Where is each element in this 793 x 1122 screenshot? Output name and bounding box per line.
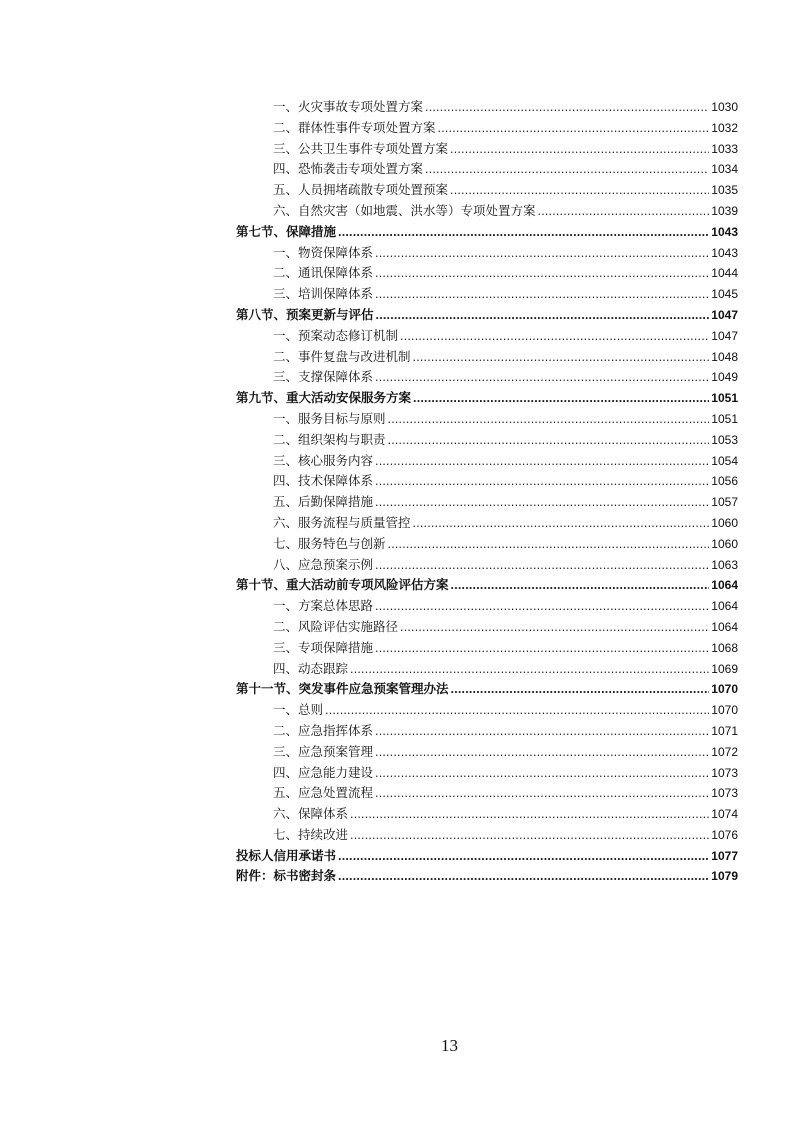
toc-dot-leader (451, 679, 710, 700)
toc-subsection-entry[interactable] (236, 97, 738, 118)
toc-entry-title: 六、保障体系 (273, 806, 349, 822)
toc-subsection-entry[interactable] (236, 742, 738, 763)
toc-dot-leader (413, 347, 710, 368)
toc-entry-page-number: 1079 (711, 869, 738, 884)
toc-entry-page-number: 1077 (711, 848, 738, 863)
toc-entry-title: 二、事件复盘与改进机制 (273, 348, 411, 364)
toc-subsection-entry[interactable] (236, 659, 738, 680)
toc-entry-title: 一、物资保障体系 (273, 244, 374, 260)
toc-entry-page-number: 1073 (711, 786, 738, 801)
toc-subsection-entry[interactable] (236, 409, 738, 430)
toc-entry-title: 三、专项保障措施 (273, 639, 374, 655)
toc-dot-leader (438, 118, 710, 139)
toc-entry-title: 七、服务特色与创新 (273, 535, 386, 551)
toc-entry-title: 五、后勤保障措施 (273, 494, 374, 510)
toc-subsection-entry[interactable] (236, 347, 738, 368)
toc-dot-leader (375, 451, 709, 472)
toc-subsection-entry[interactable] (236, 783, 738, 804)
toc-entry-page-number: 1064 (711, 599, 738, 614)
toc-dot-leader (388, 430, 710, 451)
toc-subsection-entry[interactable] (236, 326, 738, 347)
toc-dot-leader (425, 97, 709, 118)
toc-entry-page-number: 1030 (711, 100, 738, 114)
toc-entry-page-number: 1072 (711, 744, 738, 759)
toc-entry-page-number: 1057 (711, 495, 738, 510)
toc-subsection-entry[interactable] (236, 721, 738, 742)
toc-subsection-entry[interactable] (236, 825, 738, 846)
toc-entry-title: 八、应急预案示例 (273, 556, 374, 572)
toc-dot-leader (376, 305, 710, 326)
toc-entry-page-number: 1076 (711, 827, 738, 842)
toc-subsection-entry[interactable] (236, 430, 738, 451)
toc-subsection-entry[interactable] (236, 451, 738, 472)
toc-entry-title: 一、预案动态修订机制 (273, 327, 399, 343)
toc-subsection-entry[interactable] (236, 471, 738, 492)
toc-dot-leader (413, 388, 709, 409)
toc-section-entry[interactable] (236, 679, 738, 700)
toc-entry-title: 二、组织架构与职责 (273, 431, 386, 447)
toc-dot-leader (350, 659, 709, 680)
toc-subsection-entry[interactable] (236, 638, 738, 659)
toc-subsection-entry[interactable] (236, 555, 738, 576)
toc-subsection-entry[interactable] (236, 763, 738, 784)
toc-entry-page-number: 1051 (711, 411, 738, 426)
toc-dot-leader (375, 367, 709, 388)
toc-entry-page-number: 1032 (711, 120, 738, 135)
toc-subsection-entry[interactable] (236, 492, 738, 513)
toc-entry-page-number: 1043 (711, 224, 738, 239)
toc-entry-title: 第九节、重大活动安保服务方案 (236, 390, 412, 406)
toc-entry-title: 二、群体性事件专项处置方案 (273, 119, 436, 135)
toc-entry-page-number: 1073 (711, 765, 738, 780)
toc-dot-leader (375, 284, 709, 305)
toc-subsection-entry[interactable] (236, 159, 738, 180)
toc-dot-leader (538, 201, 710, 222)
toc-entry-page-number: 1043 (711, 245, 738, 260)
toc-subsection-entry[interactable] (236, 139, 738, 160)
toc-entry-page-number: 1054 (711, 453, 738, 468)
toc-entry-page-number: 1071 (711, 723, 738, 738)
toc-subsection-entry[interactable] (236, 201, 738, 222)
toc-entry-page-number: 1049 (711, 370, 738, 385)
toc-subsection-entry[interactable] (236, 118, 738, 139)
toc-entry-title: 二、通讯保障体系 (273, 265, 374, 281)
toc-entry-page-number: 1068 (711, 640, 738, 655)
toc-entry-title: 一、总则 (273, 702, 324, 718)
toc-section-entry[interactable] (236, 222, 738, 243)
toc-subsection-entry[interactable] (236, 367, 738, 388)
toc-entry-title: 第十一节、突发事件应急预案管理办法 (236, 681, 449, 697)
toc-entry-page-number: 1044 (711, 266, 738, 281)
toc-entry-page-number: 1060 (711, 515, 738, 530)
toc-entry-title: 三、公共卫生事件专项处置方案 (273, 140, 449, 156)
toc-entry-title: 一、服务目标与原则 (273, 410, 386, 426)
toc-dot-leader (450, 180, 709, 201)
toc-dot-leader (338, 866, 709, 887)
toc-entry-title: 七、持续改进 (273, 826, 349, 842)
toc-subsection-entry[interactable] (236, 617, 738, 638)
toc-section-entry[interactable] (236, 846, 738, 867)
toc-dot-leader (388, 534, 710, 555)
toc-dot-leader (425, 159, 709, 180)
toc-dot-leader (375, 492, 709, 513)
toc-dot-leader (413, 513, 710, 534)
toc-section-entry[interactable] (236, 388, 738, 409)
toc-subsection-entry[interactable] (236, 243, 738, 264)
toc-dot-leader (338, 222, 709, 243)
toc-entry-title: 一、方案总体思路 (273, 598, 374, 614)
toc-entry-title: 第十节、重大活动前专项风险评估方案 (236, 577, 449, 593)
toc-entry-title: 四、恐怖袭击专项处置方案 (273, 161, 424, 177)
toc-entry-page-number: 1064 (711, 578, 738, 593)
toc-dot-leader (375, 638, 709, 659)
toc-entry-title: 三、培训保障体系 (273, 286, 374, 302)
toc-entry-page-number: 1047 (711, 328, 738, 343)
toc-entry-title: 四、应急能力建设 (273, 764, 374, 780)
toc-entry-page-number: 1039 (711, 203, 738, 218)
toc-dot-leader (375, 721, 709, 742)
toc-section-entry[interactable] (236, 305, 738, 326)
toc-entry-title: 三、核心服务内容 (273, 452, 374, 468)
toc-subsection-entry[interactable] (236, 180, 738, 201)
toc-entry-page-number: 1045 (711, 287, 738, 302)
toc-dot-leader (400, 326, 709, 347)
toc-entry-title: 第八节、预案更新与评估 (236, 306, 374, 322)
page-number: 13 (441, 1036, 458, 1055)
toc-entry-title: 四、技术保障体系 (273, 473, 374, 489)
toc-dot-leader (450, 139, 709, 160)
toc-subsection-entry[interactable] (236, 284, 738, 305)
toc-dot-leader (375, 763, 709, 784)
toc-subsection-entry[interactable] (236, 534, 738, 555)
toc-entry-page-number: 1060 (711, 536, 738, 551)
toc-entry-title: 五、人员拥堵疏散专项处置预案 (273, 182, 449, 198)
toc-subsection-entry[interactable] (236, 596, 738, 617)
toc-dot-leader (375, 471, 709, 492)
toc-entry-title: 二、风险评估实施路径 (273, 618, 399, 634)
toc-section-entry[interactable] (236, 575, 738, 596)
toc-entry-page-number: 1056 (711, 474, 738, 489)
toc-entry-title: 二、应急指挥体系 (273, 722, 374, 738)
toc-entry-page-number: 1070 (711, 703, 738, 718)
toc-entry-title: 一、火灾事故专项处置方案 (273, 99, 424, 114)
toc-entry-page-number: 1074 (711, 807, 738, 822)
toc-dot-leader (451, 575, 710, 596)
toc-dot-leader (375, 783, 709, 804)
toc-entry-title: 投标人信用承诺书 (236, 847, 337, 863)
toc-entry-title: 四、动态跟踪 (273, 660, 349, 676)
toc-entry-page-number: 1070 (711, 682, 738, 697)
toc-subsection-entry[interactable] (236, 263, 738, 284)
toc-dot-leader (338, 846, 709, 867)
toc-subsection-entry[interactable] (236, 804, 738, 825)
toc-entry-title: 三、支撑保障体系 (273, 369, 374, 385)
toc-entry-title: 第七节、保障措施 (236, 223, 337, 239)
toc-entry-title: 六、自然灾害（如地震、洪水等）专项处置方案 (273, 202, 536, 218)
toc-entry-page-number: 1063 (711, 557, 738, 572)
toc-entry-page-number: 1053 (711, 432, 738, 447)
toc-dot-leader (325, 700, 709, 721)
toc-subsection-entry[interactable] (236, 513, 738, 534)
toc-entry-page-number: 1035 (711, 183, 738, 198)
toc-entry-title: 五、应急处置流程 (273, 785, 374, 801)
toc-entry-page-number: 1069 (711, 661, 738, 676)
toc-entry-title: 三、应急预案管理 (273, 743, 374, 759)
toc-dot-leader (350, 804, 709, 825)
toc-entry-page-number: 1064 (711, 619, 738, 634)
table-of-contents (236, 97, 738, 887)
toc-dot-leader (375, 243, 709, 264)
toc-entry-page-number: 1047 (711, 307, 738, 322)
toc-entry-page-number: 1033 (711, 141, 738, 156)
toc-dot-leader (350, 825, 709, 846)
toc-entry-page-number: 1048 (711, 349, 738, 364)
toc-entry-title: 六、服务流程与质量管控 (273, 514, 411, 530)
toc-dot-leader (400, 617, 709, 638)
toc-section-entry[interactable] (236, 866, 738, 887)
toc-dot-leader (375, 263, 709, 284)
toc-dot-leader (388, 409, 710, 430)
toc-dot-leader (375, 596, 709, 617)
toc-entry-page-number: 1051 (711, 391, 738, 406)
toc-dot-leader (375, 555, 709, 576)
toc-dot-leader (375, 742, 709, 763)
toc-entry-title: 附件：标书密封条 (236, 868, 337, 884)
toc-entry-page-number: 1034 (711, 162, 738, 177)
toc-subsection-entry[interactable] (236, 700, 738, 721)
